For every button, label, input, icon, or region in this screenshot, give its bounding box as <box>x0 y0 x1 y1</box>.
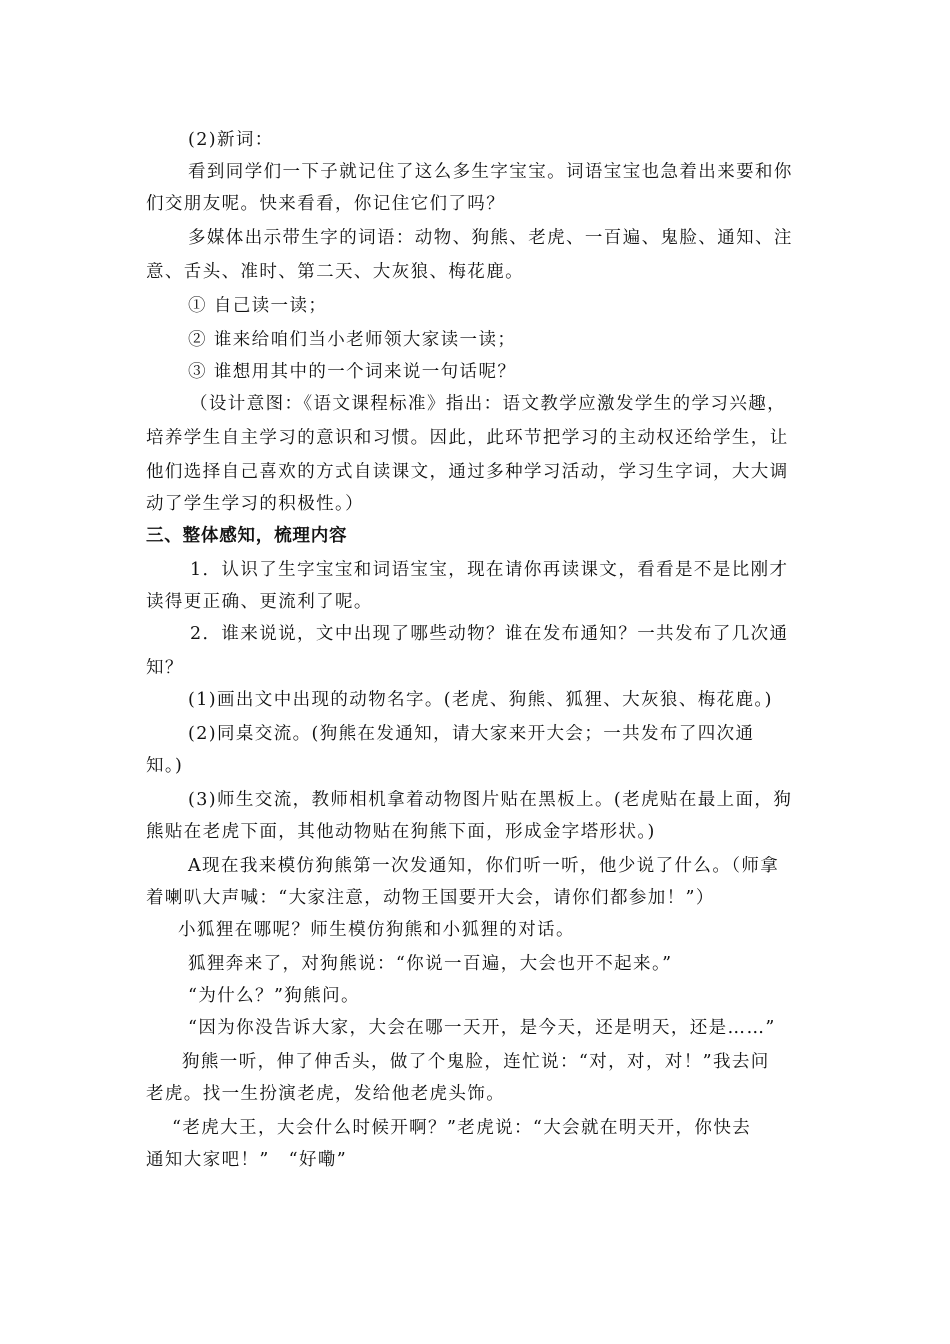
text-line: A现在我来模仿狗熊第一次发通知，你们听一听，他少说了什么。（师拿 <box>188 856 780 876</box>
text-line: 他们选择自己喜欢的方式自读课文，通过多种学习活动，学习生字词，大大调 <box>146 462 789 482</box>
text-line: “为什么？”狗熊问。 <box>188 986 360 1006</box>
text-line: ③ 谁想用其中的一个词来说一句话呢？ <box>188 362 517 382</box>
text-line: “老虎大王，大会什么时候开啊？”老虎说：“大会就在明天开，你快去 <box>172 1118 752 1138</box>
text-line: 2．谁来说说，文中出现了哪些动物？谁在发布通知？一共发布了几次通 <box>190 624 789 644</box>
text-line: 1．认识了生字宝宝和词语宝宝，现在请你再读课文，看看是不是比刚才 <box>190 560 789 580</box>
text-line: (3)师生交流，教师相机拿着动物图片贴在黑板上。(老虎贴在最上面，狗 <box>188 790 793 810</box>
text-line: 通知大家吧！” “好嘞” <box>146 1150 348 1170</box>
text-line: (2)同桌交流。(狗熊在发通知，请大家来开大会；一共发布了四次通 <box>188 724 755 744</box>
text-line: 多媒体出示带生字的词语：动物、狗熊、老虎、一百遍、鬼脸、通知、注 <box>188 228 793 248</box>
text-line: （设计意图：《语文课程标准》指出：语文教学应激发学生的学习兴趣， <box>190 394 787 414</box>
text-line: (2)新词： <box>188 130 274 150</box>
text-line: ① 自己读一读； <box>188 296 328 316</box>
text-line: ② 谁来给咱们当小老师领大家读一读； <box>188 330 517 350</box>
text-line: 老虎。找一生扮演老虎，发给他老虎头饰。 <box>146 1084 506 1104</box>
text-line: 培养学生自主学习的意识和习惯。因此，此环节把学习的主动权还给学生，让 <box>146 428 789 448</box>
text-line: 熊贴在老虎下面，其他动物贴在狗熊下面，形成金字塔形状。) <box>146 822 656 842</box>
text-line: 小狐狸在哪呢？师生模仿狗熊和小狐狸的对话。 <box>178 920 575 940</box>
text-line: 狗熊一听，伸了伸舌头，做了个鬼脸，连忙说：“对，对，对！”我去问 <box>182 1052 770 1072</box>
section-heading: 三、整体感知，梳理内容 <box>146 526 348 546</box>
text-line: 知。) <box>146 756 184 776</box>
text-line: (1)画出文中出现的动物名字。(老虎、狗熊、狐狸、大灰狼、梅花鹿。) <box>188 690 773 710</box>
text-line: 着喇叭大声喊：“大家注意，动物王国要开大会，请你们都参加！”） <box>146 888 715 908</box>
text-line: 们交朋友呢。快来看看，你记住它们了吗？ <box>146 194 506 214</box>
text-line: 狐狸奔来了，对狗熊说：“你说一百遍，大会也开不起来。” <box>188 954 673 974</box>
text-line: 读得更正确、更流利了呢。 <box>146 592 373 612</box>
text-line: 知？ <box>146 658 184 678</box>
text-line: 看到同学们一下子就记住了这么多生字宝宝。词语宝宝也急着出来要和你 <box>188 162 793 182</box>
text-line: “因为你没告诉大家，大会在哪一天开，是今天，还是明天，还是……” <box>188 1018 776 1038</box>
text-line: 意、舌头、准时、第二天、大灰狼、梅花鹿。 <box>146 262 524 282</box>
text-line: 动了学生学习的积极性。） <box>146 494 365 514</box>
